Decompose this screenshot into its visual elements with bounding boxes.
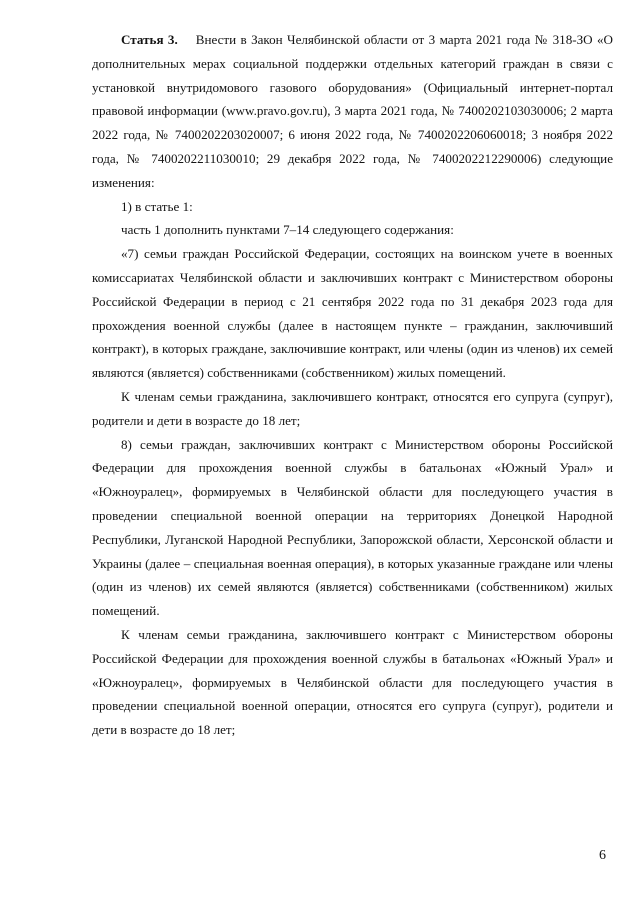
paragraph-item-7-family: К членам семьи гражданина, заключившего контракт, относятся его супруга (супруг), родители и дети в возрасте до 18 лет; bbox=[92, 388, 613, 428]
document-page bbox=[92, 28, 613, 742]
article-3-intro bbox=[92, 28, 613, 195]
paragraph-item-8-family: К членам семьи гражданина, заключившего контракт с Министерством обороны Российской Федерации для прохождения военной службы в батальонах «Южный Урал» и «Южноуралец», формируемых в Челябинской области для последующего участия в проведении специальной военной операции, относятся его супруга (супруг), родители и дети в возрасте до 18 лет; bbox=[92, 626, 613, 738]
paragraph-amendment-1: 1) в статье 1: bbox=[121, 198, 193, 214]
article-label: Статья 3. bbox=[121, 32, 178, 47]
page-number: 6 bbox=[599, 848, 606, 863]
paragraph-item-8: 8) семьи граждан, заключивших контракт с Министерством обороны Российской Федерации для прохождения военной службы в батальонах «Южный Урал» и «Южноуралец», формируемых в Челябинской области для последующего участия в проведении специальной военной операции на территориях Донецкой Народной Республики, Луганской Народной Республики, Запорожской области, Херсонской области и Украины (далее – специальная военная операция), в которых указанные граждане или члены (один из членов) их семей являются (является) собственниками (собственником) жилых помещений. bbox=[92, 436, 613, 619]
paragraph-item-7: «7) семьи граждан Российской Федерации, состоящих на воинском учете в военных комиссариатах Челябинской области и заключивших контракт с Министерством обороны Российской Федерации в период с 21 сентября 2022 года по 31 декабря 2023 года для прохождения военной службы (далее в настоящем пункте – гражданин, заключивший контракт), в которых граждане, заключившие контракт, или члены (один из членов) их семей являются (является) собственниками (собственником) жилых помещений. bbox=[92, 246, 613, 381]
article-intro-text: Внести в Закон Челябинской области от 3 марта 2021 года № 318-ЗО «О дополнительных мерах социальной поддержки отдельных категорий граждан в связи с установкой внутридомового газового оборудования» (Официальный интернет-портал правовой информации (www.pravo.gov.ru), 3 марта 2021 года, № 7400202103030006; 2 марта 2022 года, № 7400202203020007; 6 июня 2022 года, № 7400202206060018; 3 ноября 2022 года, № 7400202211030010; 29 декабря 2022 года, № 7400202212290006) следующие изменения: bbox=[92, 32, 613, 190]
paragraph-part-1-intro: часть 1 дополнить пунктами 7–14 следующего содержания: bbox=[121, 222, 454, 238]
